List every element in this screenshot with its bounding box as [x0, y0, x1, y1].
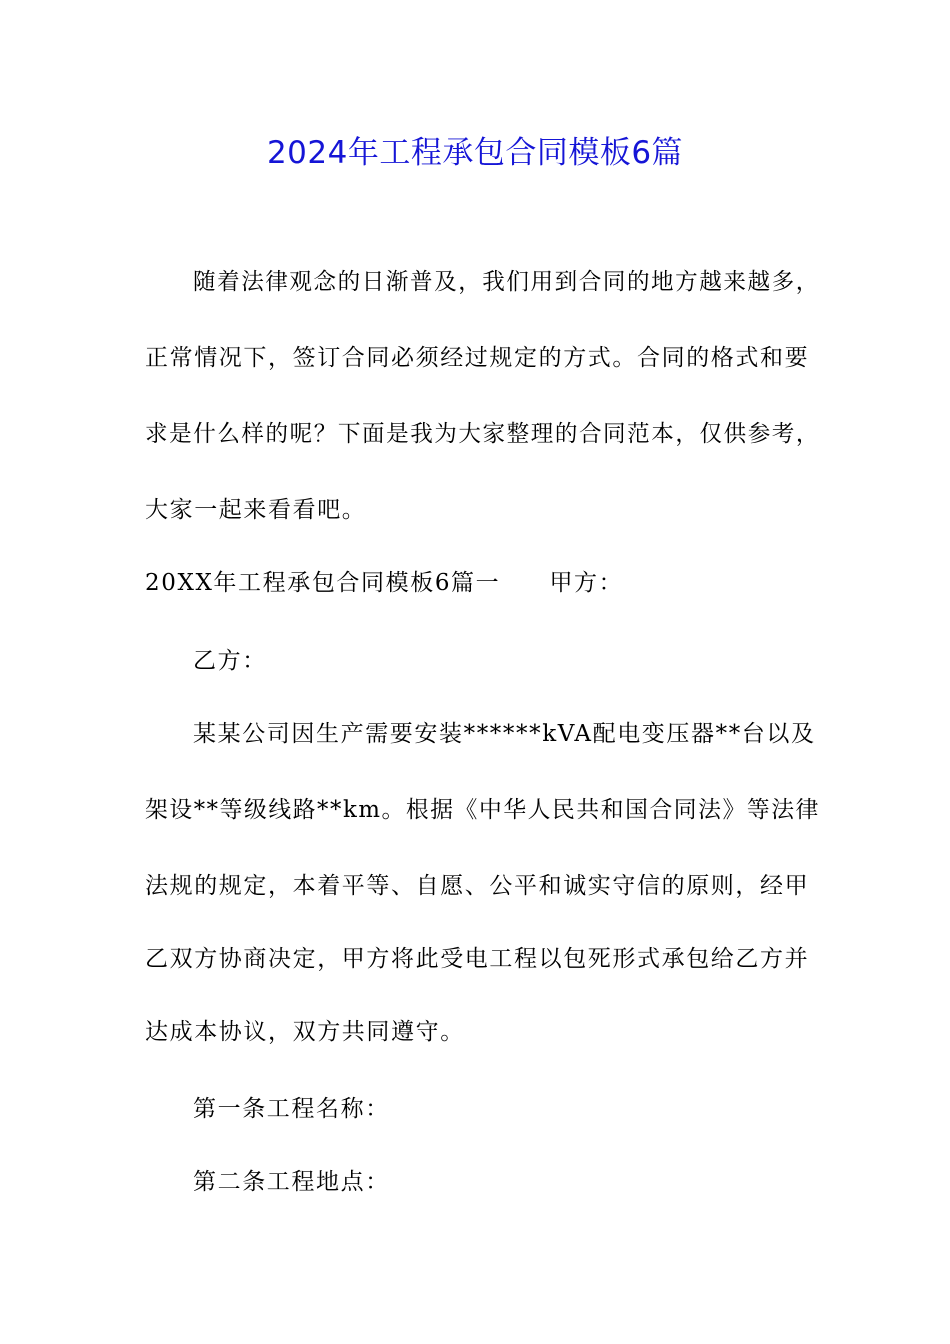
article-1-line: 第一条工程名称： [193, 1096, 390, 1122]
intro-line-3: 求是什么样的呢？下面是我为大家整理的合同范本，仅供参考， [145, 421, 821, 447]
body-line-3: 法规的规定，本着平等、自愿、公平和诚实守信的原则，经甲 [145, 873, 810, 899]
intro-line-4: 大家一起来看看吧。 [145, 497, 367, 523]
body-line-1: 某某公司因生产需要安装******kVA配电变压器**台以及 [193, 721, 816, 747]
body-line-2: 架设**等级线路**km。根据《中华人民共和国合同法》等法律 [145, 797, 820, 823]
party-b-line: 乙方： [193, 648, 267, 674]
body-line-5: 达成本协议，双方共同遵守。 [145, 1019, 465, 1045]
document-title: 2024年工程承包合同模板6篇 [266, 135, 684, 171]
intro-line-1: 随着法律观念的日渐普及，我们用到合同的地方越来越多， [193, 269, 820, 295]
article-2-line: 第二条工程地点： [193, 1169, 390, 1195]
body-line-4: 乙双方协商决定，甲方将此受电工程以包死形式承包给乙方并 [145, 946, 810, 972]
section-heading-party-a: 20XX年工程承包合同模板6篇一 甲方： [145, 570, 624, 596]
intro-line-2: 正常情况下，签订合同必须经过规定的方式。合同的格式和要 [145, 345, 810, 371]
